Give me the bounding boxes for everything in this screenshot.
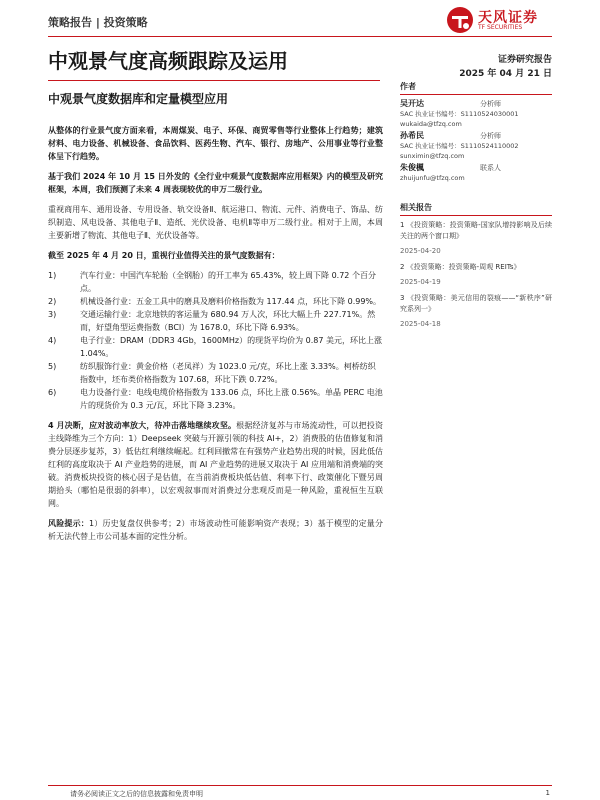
related-reports <box>400 201 552 329</box>
list-item: 3) 交通运输行业：北京地铁的客运量为 680.94 万人次，环比大幅上升 227.71%。然而，好望角型运费指数（BCI）为 1678.0，环比下降 6.93%。 <box>48 310 376 332</box>
footer-disclaimer: 请务必阅读正文之后的信息披露和免责申明 <box>70 790 203 798</box>
related-report-date: 2025-04-19 <box>400 278 441 286</box>
author-role: 联系人 <box>480 164 501 172</box>
main-content <box>48 124 383 550</box>
author-email[interactable]: wukaida@tfzq.com <box>400 120 462 128</box>
page-subtitle: 中观景气度数据库和定量模型应用 <box>48 92 229 106</box>
related-report-link[interactable]: 2 《投资策略：投资策略-周观 REITs》 <box>400 263 521 271</box>
author-role: 分析师 <box>480 100 501 108</box>
author-name: 朱俊楓 <box>400 163 424 172</box>
data-list <box>48 269 383 412</box>
page-number: 1 <box>545 789 550 797</box>
author-entry <box>400 99 552 129</box>
author-name: 孙希民 <box>400 131 424 140</box>
list-item: 6) 电力设备行业：电线电缆价格指数为 133.06 点，环比上涨 0.56%。单晶 PERC 电池片的现货价为 0.3 元/瓦，环比下降 3.23%。 <box>48 388 383 410</box>
header-rule <box>48 36 552 37</box>
related-heading: 相关报告 <box>400 201 552 216</box>
report-category: 策略报告 | 投资策略 <box>48 16 148 29</box>
summary-paragraph: 从整体的行业景气度方面来看，本周煤炭、电子、环保、商贸零售等行业整体上行趋势；建筑材料、电力设备、机械设备、食品饮料、医药生物、汽车、银行、房地产、公用事业等行业整体呈下行趋势。 <box>48 126 383 161</box>
strategy-paragraph: 4 月决断，应对波动率放大，待冲击落地继续攻坚。根据经济复苏与市场流动性，可以把投资主线降维为三个方向：1）Deepseek 突破与开源引领的科技 AI+，2）消费股的估值修复和消费分层逐步复苏，3）低估红利继续崛起。红利回撤常在有强势产业趋势出现的时候，因此低估红利的高度取决于 AI 产业趋势的进展，而 AI 产业趋势的进展又取决于 AI 应用端和消费端的突破。消费板块投资的核心因子是估值，在当前消费板块低估值、利率下行、政策催化下暨另周期拾头（哪怕是很弱的斜率），以宏观叙事而对消费过分悲观反而是一种风险，重视恒生互联网。 <box>48 421 383 508</box>
list-item: 1) 汽车行业：中国汽车轮胎（全钢胎）的开工率为 65.43%，较上周下降 0.72 个百分点。 <box>48 271 376 293</box>
author-entry <box>400 131 552 161</box>
related-report-link[interactable]: 1 《投资策略：投资策略-国家队增持影响及后续关注的两个窗口期》 <box>400 221 552 240</box>
logo-english-name: TF SECURITIES <box>478 24 523 31</box>
page-title: 中观景气度高频跟踪及运用 <box>48 49 288 73</box>
author-email[interactable]: sunximin@tfzq.com <box>400 152 465 160</box>
list-item: 4) 电子行业：DRAM（DDR3 4Gb，1600MHz）的现货平均价为 0.87 美元，环比上涨 1.04%。 <box>48 336 383 358</box>
title-rule <box>48 80 380 81</box>
framework-paragraph: 基于我们 2024 年 10 月 15 日外发的《全行业中观景气度数据库应用框架》内的模型及研究框架，本周，我们预测了未来 4 周表现较优的申万二级行业。 <box>48 172 383 194</box>
authors-heading: 作者 <box>400 80 552 95</box>
sidebar <box>400 80 552 335</box>
risk-paragraph: 风险提示：1）历史复盘仅供参考；2）市场波动性可能影响资产表现；3）基于模型的定量分析无法代替上市公司基本面的定性分析。 <box>48 519 383 541</box>
report-date: 2025 年 04 月 21 日 <box>459 69 552 79</box>
tf-logo-icon <box>446 6 474 34</box>
company-logo <box>446 4 556 38</box>
list-item: 5) 纺织服饰行业：黄金价格（老凤祥）为 1023.0 元/克，环比上涨 3.33%。柯桥纺织指数中，坯布类价格指数为 107.68，环比下跌 0.72%。 <box>48 362 376 384</box>
related-report-date: 2025-04-20 <box>400 247 441 255</box>
logo-chinese-name: 天风证券 <box>478 10 538 26</box>
report-type: 证券研究报告 <box>497 55 552 65</box>
list-item: 2) 机械设备行业：五金工具中的磨具及磨料价格指数为 117.44 点，环比下降 0.99%。 <box>48 297 382 306</box>
author-entry <box>400 163 552 183</box>
related-report-link[interactable]: 3 《投资策略：美元信用的裂痕——“新秩序”研究系列一》 <box>400 294 552 313</box>
footer-rule <box>48 785 552 786</box>
author-name: 吴开达 <box>400 99 424 108</box>
author-email[interactable]: zhuijunfu@tfzq.com <box>400 174 465 182</box>
author-cert: SAC 执业证书编号：S1110524110002 <box>400 142 519 150</box>
industry-paragraph: 重视商用车、通用设备、专用设备、轨交设备Ⅱ、航运港口、物流、元件、消费电子、饰品、纺织制造、风电设备、其他电子Ⅱ、造纸、光伏设备、电机Ⅱ等申万二级行业。相对于上周，本周主要新增了物流、其他电子Ⅱ、光伏设备等。 <box>48 205 383 240</box>
author-role: 分析师 <box>480 132 501 140</box>
related-report-date: 2025-04-18 <box>400 320 441 328</box>
author-cert: SAC 执业证书编号：S1110524030001 <box>400 110 519 118</box>
data-intro: 截至 2025 年 4 月 20 日，重视行业值得关注的景气度数据有： <box>48 251 280 260</box>
